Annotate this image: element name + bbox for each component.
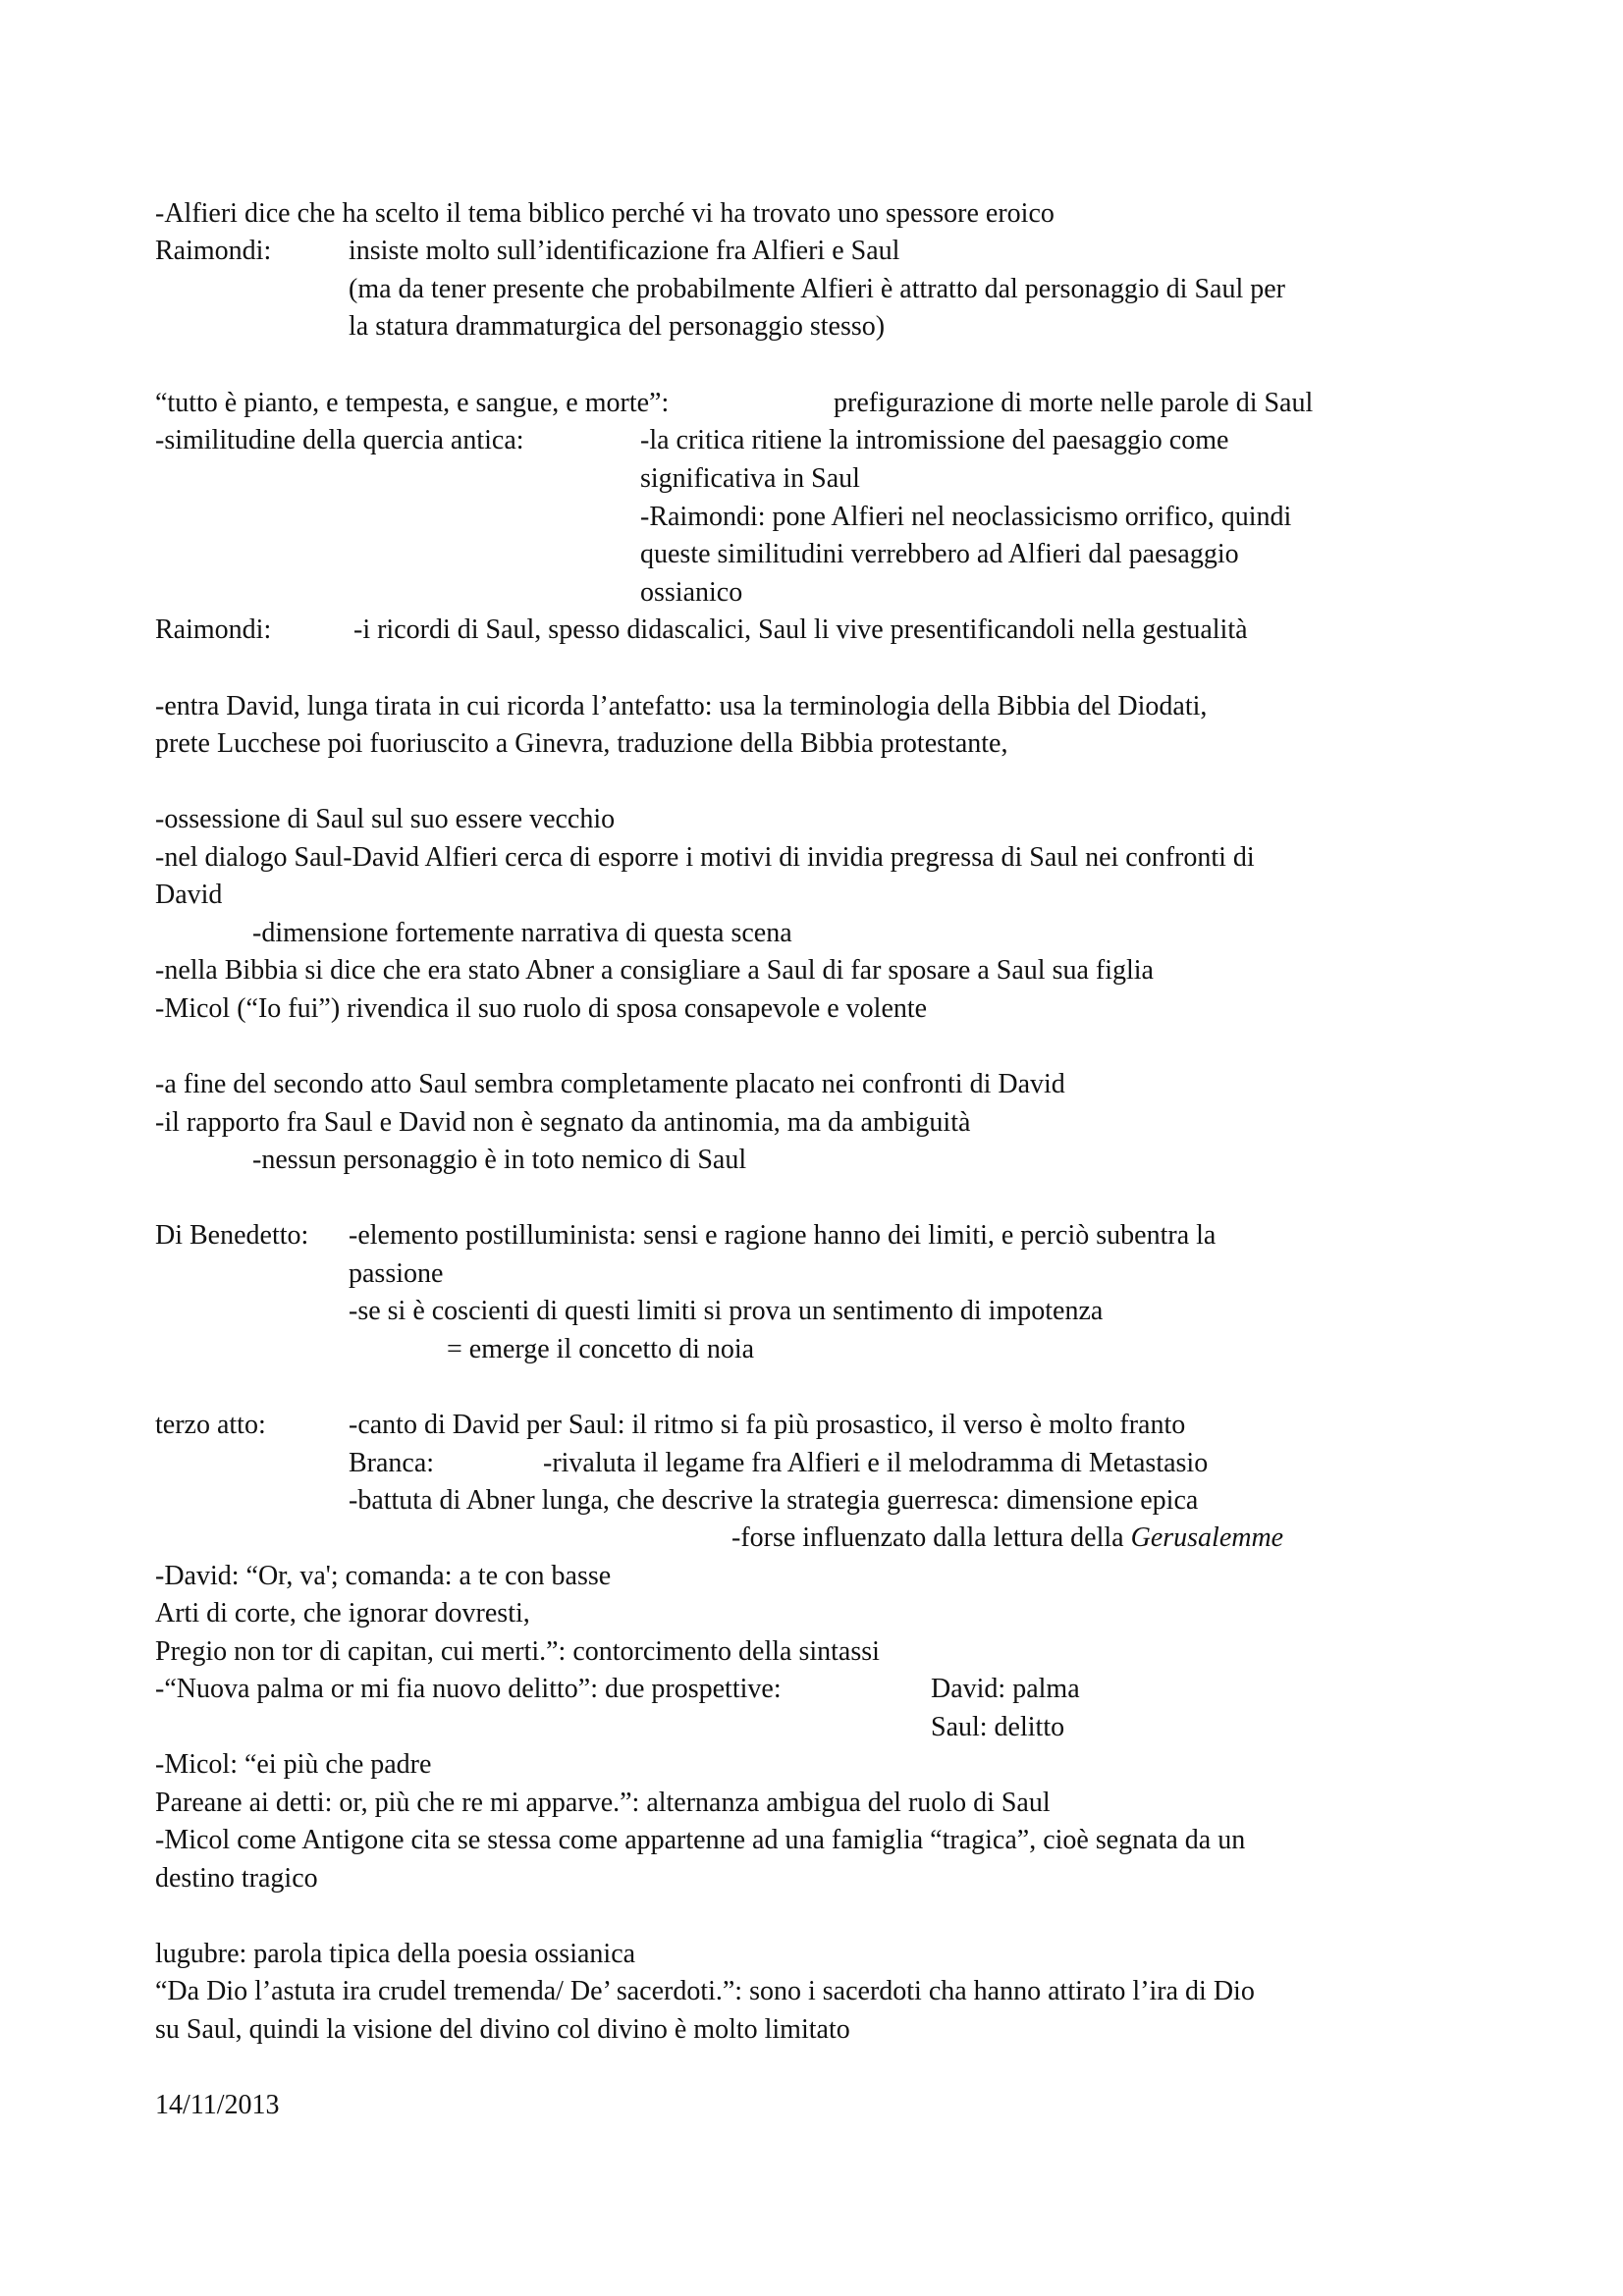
text-line: -entra David, lunga tirata in cui ricorda l’antefatto: usa la terminologia della Bibbia del Diodati,: [155, 691, 1208, 721]
text-line-label: terzo atto:: [155, 1410, 266, 1440]
text-line: -canto di David per Saul: il ritmo si fa più prosastico, il verso è molto franto: [349, 1410, 1186, 1440]
text-line: -Alfieri dice che ha scelto il tema biblico perché vi ha trovato uno spessore eroico: [155, 198, 1055, 229]
text-line: -il rapporto fra Saul e David non è segnato da antinomia, ma da ambiguità: [155, 1107, 971, 1138]
text-line-label: Branca:: [349, 1448, 435, 1478]
text-line-label: Raimondi:: [155, 236, 272, 266]
text-line: -forse influenzato dalla lettura della Gerusalemme: [731, 1522, 1284, 1553]
italic-title: Gerusalemme: [1130, 1522, 1284, 1553]
text-line: Pregio non tor di capitan, cui merti.”: contorcimento della sintassi: [155, 1636, 880, 1667]
text-line-label: Raimondi:: [155, 614, 272, 645]
text-line-label: Di Benedetto:: [155, 1220, 309, 1251]
text-line: la statura drammaturgica del personaggio stesso): [349, 311, 886, 342]
text-line: -nel dialogo Saul-David Alfieri cerca di esporre i motivi di invidia pregressa di Saul nei confronti di: [155, 842, 1255, 873]
text-line: -a fine del secondo atto Saul sembra completamente placato nei confronti di David: [155, 1069, 1065, 1099]
text-line: -Micol come Antigone cita se stessa come appartenne ad una famiglia “tragica”, cioè segnata da un: [155, 1825, 1246, 1855]
text-line: -ossessione di Saul sul suo essere vecchio: [155, 804, 616, 834]
text-line: -i ricordi di Saul, spesso didascalici, Saul li vive presentificandoli nella gestualità: [353, 614, 1248, 645]
text-line: -elemento postilluminista: sensi e ragione hanno dei limiti, e perciò subentra la: [349, 1220, 1217, 1251]
text-line: insiste molto sull’identificazione fra Alfieri e Saul: [349, 236, 900, 266]
text-line: prete Lucchese poi fuoriuscito a Ginevra, traduzione della Bibbia protestante,: [155, 728, 1008, 759]
text-line: Pareane ai detti: or, più che re mi apparve.”: alternanza ambigua del ruolo di Saul: [155, 1788, 1051, 1818]
text-line: -“Nuova palma or mi fia nuovo delitto”: due prospettive:: [155, 1674, 782, 1704]
text-line: “tutto è pianto, e tempesta, e sangue, e morte”:: [155, 388, 670, 418]
text-line: Saul: delitto: [931, 1712, 1065, 1742]
text-line: ossianico: [640, 577, 743, 608]
text-line: -Raimondi: pone Alfieri nel neoclassicismo orrifico, quindi: [640, 502, 1292, 532]
text-line: significativa in Saul: [640, 463, 860, 494]
date-line: 14/11/2013: [155, 2090, 280, 2120]
text-line: passione: [349, 1258, 444, 1289]
text-line: -nessun personaggio è in toto nemico di Saul: [252, 1145, 747, 1175]
text-line: -Micol: “ei più che padre: [155, 1749, 432, 1780]
text-line: (ma da tener presente che probabilmente Alfieri è attratto dal personaggio di Saul per: [349, 274, 1285, 304]
text-line: -la critica ritiene la intromissione del paesaggio come: [640, 425, 1229, 455]
text-line: -rivaluta il legame fra Alfieri e il melodramma di Metastasio: [543, 1448, 1209, 1478]
text-line: su Saul, quindi la visione del divino col divino è molto limitato: [155, 2014, 850, 2045]
text-line: = emerge il concetto di noia: [447, 1334, 755, 1364]
text-line: prefigurazione di morte nelle parole di Saul: [834, 388, 1314, 418]
text-line: -nella Bibbia si dice che era stato Abner a consigliare a Saul di far sposare a Saul sua figlia: [155, 955, 1154, 986]
text-line: -Micol (“Io fui”) rivendica il suo ruolo di sposa consapevole e volente: [155, 993, 928, 1024]
text-line-label: -similitudine della quercia antica:: [155, 425, 524, 455]
text-line: queste similitudini verrebbero ad Alfieri dal paesaggio: [640, 539, 1239, 569]
text-line: David: [155, 880, 223, 910]
text-line: “Da Dio l’astuta ira crudel tremenda/ De’ sacerdoti.”: sono i sacerdoti cha hanno attirato l’ira di Dio: [155, 1976, 1255, 2006]
text-line: David: palma: [931, 1674, 1080, 1704]
text-line: destino tragico: [155, 1863, 318, 1894]
text-line: Arti di corte, che ignorar dovresti,: [155, 1598, 530, 1629]
text-line: -David: “Or, va'; comanda: a te con basse: [155, 1561, 612, 1591]
text-line: -se si è coscienti di questi limiti si prova un sentimento di impotenza: [349, 1296, 1104, 1326]
text-line: -dimensione fortemente narrativa di questa scena: [252, 918, 792, 948]
text-line: lugubre: parola tipica della poesia ossianica: [155, 1939, 636, 1969]
text-line: -battuta di Abner lunga, che descrive la strategia guerresca: dimensione epica: [349, 1485, 1199, 1516]
